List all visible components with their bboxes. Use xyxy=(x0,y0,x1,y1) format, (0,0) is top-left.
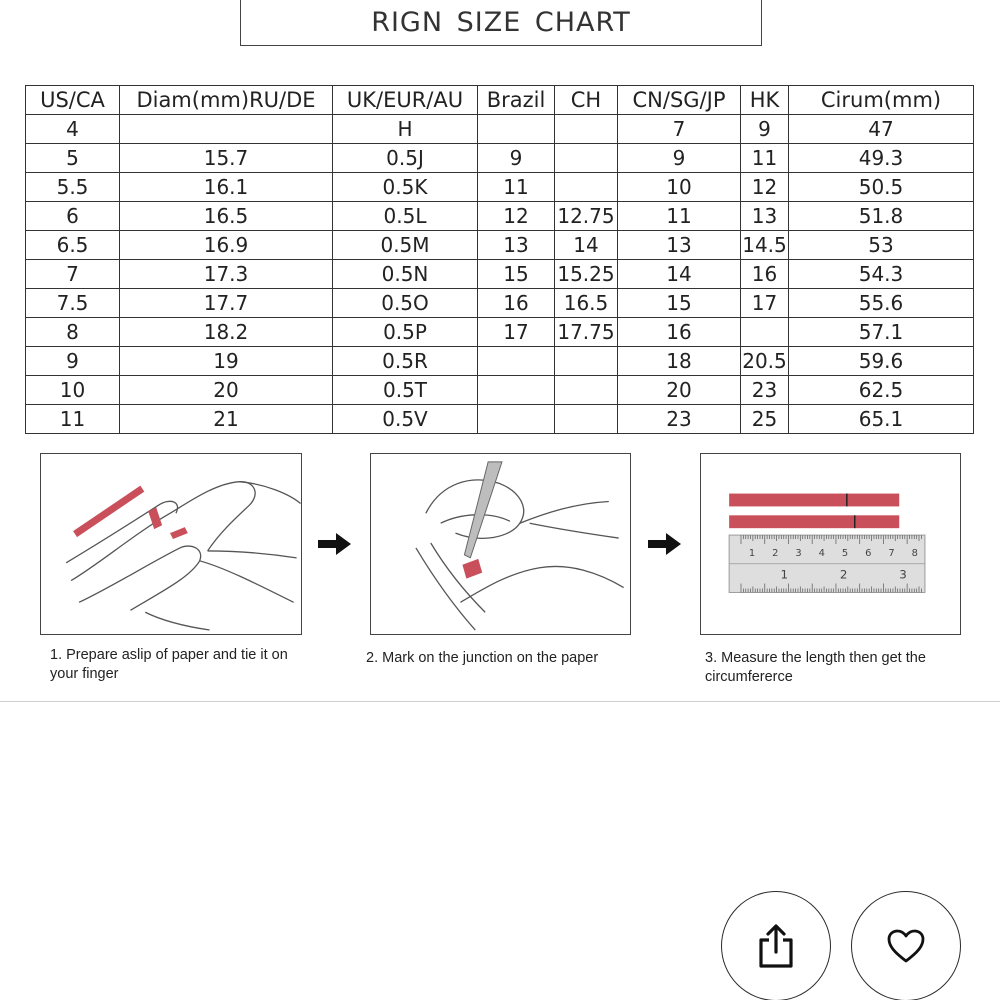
table-cell: 54.3 xyxy=(789,260,974,289)
table-row xyxy=(26,347,974,376)
share-icon xyxy=(754,922,798,970)
table-cell: 50.5 xyxy=(789,173,974,202)
ruler-number: 6 xyxy=(865,547,872,559)
table-cell: 16.5 xyxy=(120,202,333,231)
table-cell: 11 xyxy=(741,144,789,173)
table-cell: 16 xyxy=(741,260,789,289)
table-cell: 0.5O xyxy=(333,289,478,318)
table-cell: 20 xyxy=(618,376,741,405)
table-cell: 12 xyxy=(741,173,789,202)
ruler-number: 3 xyxy=(795,547,802,559)
table-cell: 17 xyxy=(741,289,789,318)
table-cell: 9 xyxy=(26,347,120,376)
table-cell: 7 xyxy=(618,115,741,144)
chart-title: RIGN SIZE CHART xyxy=(371,7,631,38)
step-1-caption: 1. Prepare aslip of paper and tie it on your finger xyxy=(50,647,288,682)
table-cell: 11 xyxy=(478,173,555,202)
ruler-number: 1 xyxy=(780,567,789,582)
table-cell: 17.3 xyxy=(120,260,333,289)
step-3-caption: 3. Measure the length then get the circumfererce xyxy=(705,650,926,685)
table-cell: 0.5N xyxy=(333,260,478,289)
table-cell: 6 xyxy=(26,202,120,231)
hand-with-paper-strip-illustration xyxy=(41,454,301,634)
table-cell: 7.5 xyxy=(26,289,120,318)
paper-strip xyxy=(729,494,899,507)
heart-icon xyxy=(886,928,926,964)
table-cell: 0.5M xyxy=(333,231,478,260)
ruler-number: 4 xyxy=(818,547,825,559)
table-cell: 0.5L xyxy=(333,202,478,231)
table-cell: 0.5R xyxy=(333,347,478,376)
table-cell: 49.3 xyxy=(789,144,974,173)
table-row xyxy=(26,376,974,405)
ruler-number: 2 xyxy=(772,547,779,559)
table-cell: 20 xyxy=(120,376,333,405)
table-cell: 5 xyxy=(26,144,120,173)
table-cell xyxy=(120,115,333,144)
table-cell: 8 xyxy=(26,318,120,347)
table-cell xyxy=(555,144,618,173)
table-cell: 13 xyxy=(741,202,789,231)
hand-marking-paper-illustration xyxy=(371,454,630,634)
table-header-row xyxy=(26,86,974,115)
table-cell: 59.6 xyxy=(789,347,974,376)
table-cell: 7 xyxy=(26,260,120,289)
ruler-number: 7 xyxy=(888,547,895,559)
table-row xyxy=(26,173,974,202)
paper-strip xyxy=(462,559,482,579)
table-cell: 17.7 xyxy=(120,289,333,318)
table-cell: 47 xyxy=(789,115,974,144)
table-cell xyxy=(478,405,555,434)
ruler-number: 2 xyxy=(839,567,848,582)
step-3-illustration xyxy=(700,453,961,635)
column-header: CH xyxy=(555,86,618,115)
table-cell: 55.6 xyxy=(789,289,974,318)
table-cell: 9 xyxy=(618,144,741,173)
size-table xyxy=(25,85,974,434)
column-header: HK xyxy=(741,86,789,115)
table-cell: 17.75 xyxy=(555,318,618,347)
table-cell xyxy=(555,347,618,376)
paper-strip xyxy=(729,515,899,528)
table-cell: 10 xyxy=(26,376,120,405)
step-2-caption: 2. Mark on the junction on the paper xyxy=(366,650,599,666)
table-cell: 10 xyxy=(618,173,741,202)
table-row xyxy=(26,202,974,231)
table-cell: H xyxy=(333,115,478,144)
table-cell: 11 xyxy=(26,405,120,434)
measure-with-ruler-illustration xyxy=(701,454,960,634)
table-cell xyxy=(555,376,618,405)
column-header: Brazil xyxy=(478,86,555,115)
arrow-right-icon xyxy=(318,531,352,557)
paper-strip xyxy=(73,486,144,537)
pencil xyxy=(464,462,502,558)
table-cell: 53 xyxy=(789,231,974,260)
table-cell: 18 xyxy=(618,347,741,376)
table-cell: 11 xyxy=(618,202,741,231)
table-cell: 51.8 xyxy=(789,202,974,231)
table-cell: 14.5 xyxy=(741,231,789,260)
column-header: Cirum(mm) xyxy=(789,86,974,115)
table-cell: 20.5 xyxy=(741,347,789,376)
table-row xyxy=(26,318,974,347)
table-cell xyxy=(555,173,618,202)
table-cell: 0.5P xyxy=(333,318,478,347)
table-cell: 19 xyxy=(120,347,333,376)
table-cell: 16 xyxy=(618,318,741,347)
table-cell: 16 xyxy=(478,289,555,318)
table-cell: 15.7 xyxy=(120,144,333,173)
table-cell xyxy=(555,405,618,434)
column-header: CN/SG/JP xyxy=(618,86,741,115)
table-cell: 25 xyxy=(741,405,789,434)
table-cell: 0.5J xyxy=(333,144,478,173)
table-cell: 23 xyxy=(741,376,789,405)
table-row xyxy=(26,231,974,260)
table-cell: 14 xyxy=(555,231,618,260)
table-row xyxy=(26,289,974,318)
table-cell xyxy=(478,347,555,376)
share-button[interactable] xyxy=(721,891,831,1000)
table-body xyxy=(26,115,974,434)
table-row xyxy=(26,405,974,434)
table-cell: 15.25 xyxy=(555,260,618,289)
column-header: UK/EUR/AU xyxy=(333,86,478,115)
step-1-illustration xyxy=(40,453,302,635)
table-cell: 16.5 xyxy=(555,289,618,318)
table-cell xyxy=(478,115,555,144)
table-cell: 0.5V xyxy=(333,405,478,434)
table-cell: 13 xyxy=(618,231,741,260)
ruler-number: 1 xyxy=(748,547,756,559)
table-cell: 6.5 xyxy=(26,231,120,260)
table-cell: 0.5T xyxy=(333,376,478,405)
table-cell xyxy=(741,318,789,347)
table-cell: 16.1 xyxy=(120,173,333,202)
table-row xyxy=(26,260,974,289)
table-cell: 4 xyxy=(26,115,120,144)
table-cell: 23 xyxy=(618,405,741,434)
column-header: Diam(mm)RU/DE xyxy=(120,86,333,115)
table-cell: 15 xyxy=(618,289,741,318)
table-cell: 14 xyxy=(618,260,741,289)
table-cell: 57.1 xyxy=(789,318,974,347)
arrow-right-icon xyxy=(648,531,682,557)
table-cell xyxy=(555,115,618,144)
table-row xyxy=(26,115,974,144)
step-2-illustration xyxy=(370,453,631,635)
column-header: US/CA xyxy=(26,86,120,115)
table-cell: 16.9 xyxy=(120,231,333,260)
table-cell: 62.5 xyxy=(789,376,974,405)
table-cell: 65.1 xyxy=(789,405,974,434)
table-cell: 0.5K xyxy=(333,173,478,202)
table-row xyxy=(26,144,974,173)
table-cell: 17 xyxy=(478,318,555,347)
table-cell: 5.5 xyxy=(26,173,120,202)
chart-title-box xyxy=(240,0,762,46)
table-cell: 13 xyxy=(478,231,555,260)
ruler-number: 8 xyxy=(911,547,918,559)
table-cell: 18.2 xyxy=(120,318,333,347)
table-cell: 12.75 xyxy=(555,202,618,231)
table-cell: 12 xyxy=(478,202,555,231)
table-cell: 9 xyxy=(478,144,555,173)
table-cell: 9 xyxy=(741,115,789,144)
table-cell: 15 xyxy=(478,260,555,289)
ruler-number: 3 xyxy=(899,567,907,582)
table-cell xyxy=(478,376,555,405)
table-cell: 21 xyxy=(120,405,333,434)
ruler-number: 5 xyxy=(841,547,849,559)
favorite-button[interactable] xyxy=(851,891,961,1000)
